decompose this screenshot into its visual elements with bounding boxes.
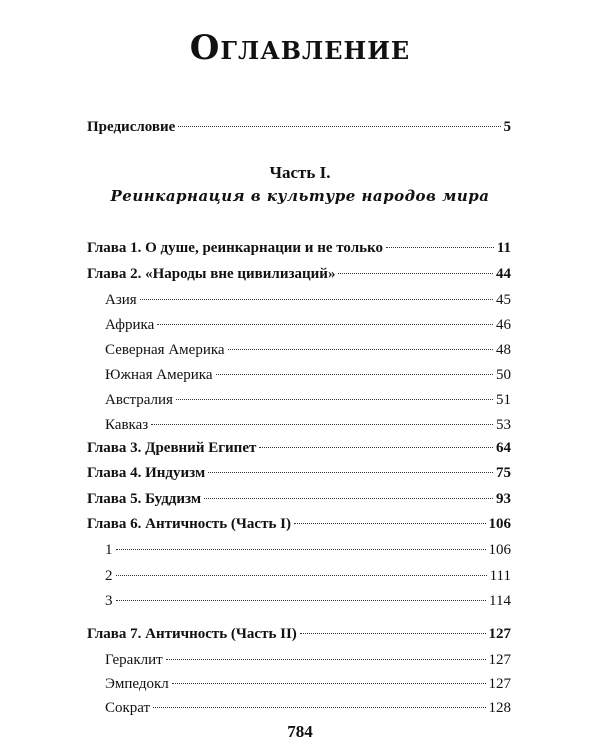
toc-entry-preface [87, 117, 511, 137]
toc-entry-africa [105, 315, 511, 335]
toc-entry-label: 1 [105, 542, 113, 558]
toc-entry-page: 51 [496, 392, 511, 408]
dot-leader [300, 633, 486, 634]
toc-entry-caucasus [105, 415, 511, 435]
toc-entry-section-3 [105, 591, 511, 611]
toc-entry-label: Глава 3. Древний Египет [87, 440, 257, 456]
dot-leader [294, 523, 486, 524]
toc-entry-label: Эмпедокл [105, 676, 169, 692]
toc-entry-page: 48 [496, 342, 511, 358]
toc-entry-page: 93 [496, 491, 511, 507]
toc-entry-label: Глава 7. Античность (Часть II) [87, 626, 297, 642]
dot-leader [208, 472, 493, 473]
toc-entry-section-1 [105, 540, 511, 560]
dot-leader [386, 247, 494, 248]
toc-entry-south-america [105, 365, 511, 385]
toc-entry-page: 106 [488, 542, 511, 558]
toc-entry-chapter-1 [87, 238, 511, 258]
dot-leader [116, 575, 487, 576]
dot-leader [228, 349, 493, 350]
toc-entry-page: 53 [496, 417, 511, 433]
toc-entry-label: Азия [105, 292, 137, 308]
dot-leader [151, 424, 493, 425]
toc-entry-chapter-6 [87, 514, 511, 534]
toc-entry-page: 127 [488, 676, 511, 692]
toc-entry-label: Предисловие [87, 119, 176, 135]
toc-entry-empedocles [105, 674, 511, 694]
toc-entry-page: 114 [489, 593, 511, 609]
page-title: Оглавление [189, 28, 411, 68]
toc-entry-label: 2 [105, 568, 113, 584]
dot-leader [176, 399, 493, 400]
toc-entry-section-2 [105, 566, 511, 586]
toc-entry-label: Сократ [105, 700, 151, 716]
toc-entry-page: 45 [496, 292, 511, 308]
toc-entry-chapter-4 [87, 463, 511, 483]
toc-entry-label: Южная Америка [105, 367, 213, 383]
toc-entry-chapter-3 [87, 438, 511, 458]
toc-entry-label: Глава 5. Буддизм [87, 491, 202, 507]
toc-entry-north-america [105, 340, 511, 360]
toc-entry-page: 50 [496, 367, 511, 383]
toc-entry-page: 75 [496, 465, 511, 481]
toc-entry-chapter-5 [87, 489, 511, 509]
dot-leader [166, 659, 486, 660]
toc-entry-label: Глава 1. О душе, реинкарнации и не только [87, 240, 384, 256]
part-number: Часть I. [269, 163, 331, 182]
toc-entry-page: 5 [503, 119, 511, 135]
toc-entry-label: Глава 6. Античность (Часть I) [87, 516, 291, 532]
dot-leader [259, 447, 493, 448]
dot-leader [338, 273, 493, 274]
toc-entry-page: 111 [489, 568, 511, 584]
page-number: 784 [287, 722, 313, 741]
toc-entry-page: 11 [496, 240, 511, 256]
dot-leader [204, 498, 493, 499]
toc-entry-page: 127 [488, 652, 511, 668]
toc-entry-socrates [105, 698, 511, 718]
toc-entry-australia [105, 390, 511, 410]
dot-leader [157, 324, 493, 325]
toc-entry-label: 3 [105, 593, 113, 609]
dot-leader [178, 126, 500, 127]
toc-entry-label: Северная Америка [105, 342, 225, 358]
dot-leader [153, 707, 485, 708]
toc-entry-label: Австралия [105, 392, 173, 408]
toc-entry-label: Африка [105, 317, 155, 333]
toc-entry-asia [105, 290, 511, 310]
toc-entry-page: 44 [496, 266, 511, 282]
toc-entry-label: Гераклит [105, 652, 163, 668]
toc-entry-chapter-2 [87, 264, 511, 284]
dot-leader [116, 549, 486, 550]
toc-entry-page: 64 [496, 440, 511, 456]
dot-leader [216, 374, 493, 375]
toc-entry-chapter-7 [87, 624, 511, 644]
toc-entry-page: 127 [488, 626, 511, 642]
dot-leader [172, 683, 486, 684]
part-title: Реинкарнация в культуре народов мира [110, 187, 490, 205]
dot-leader [116, 600, 487, 601]
toc-entry-label: Глава 2. «Народы вне цивилизаций» [87, 266, 336, 282]
toc-entry-page: 128 [488, 700, 511, 716]
toc-entry-page: 106 [488, 516, 511, 532]
toc-entry-heraclitus [105, 650, 511, 670]
toc-entry-label: Кавказ [105, 417, 149, 433]
dot-leader [140, 299, 493, 300]
toc-entry-page: 46 [496, 317, 511, 333]
toc-entry-label: Глава 4. Индуизм [87, 465, 206, 481]
